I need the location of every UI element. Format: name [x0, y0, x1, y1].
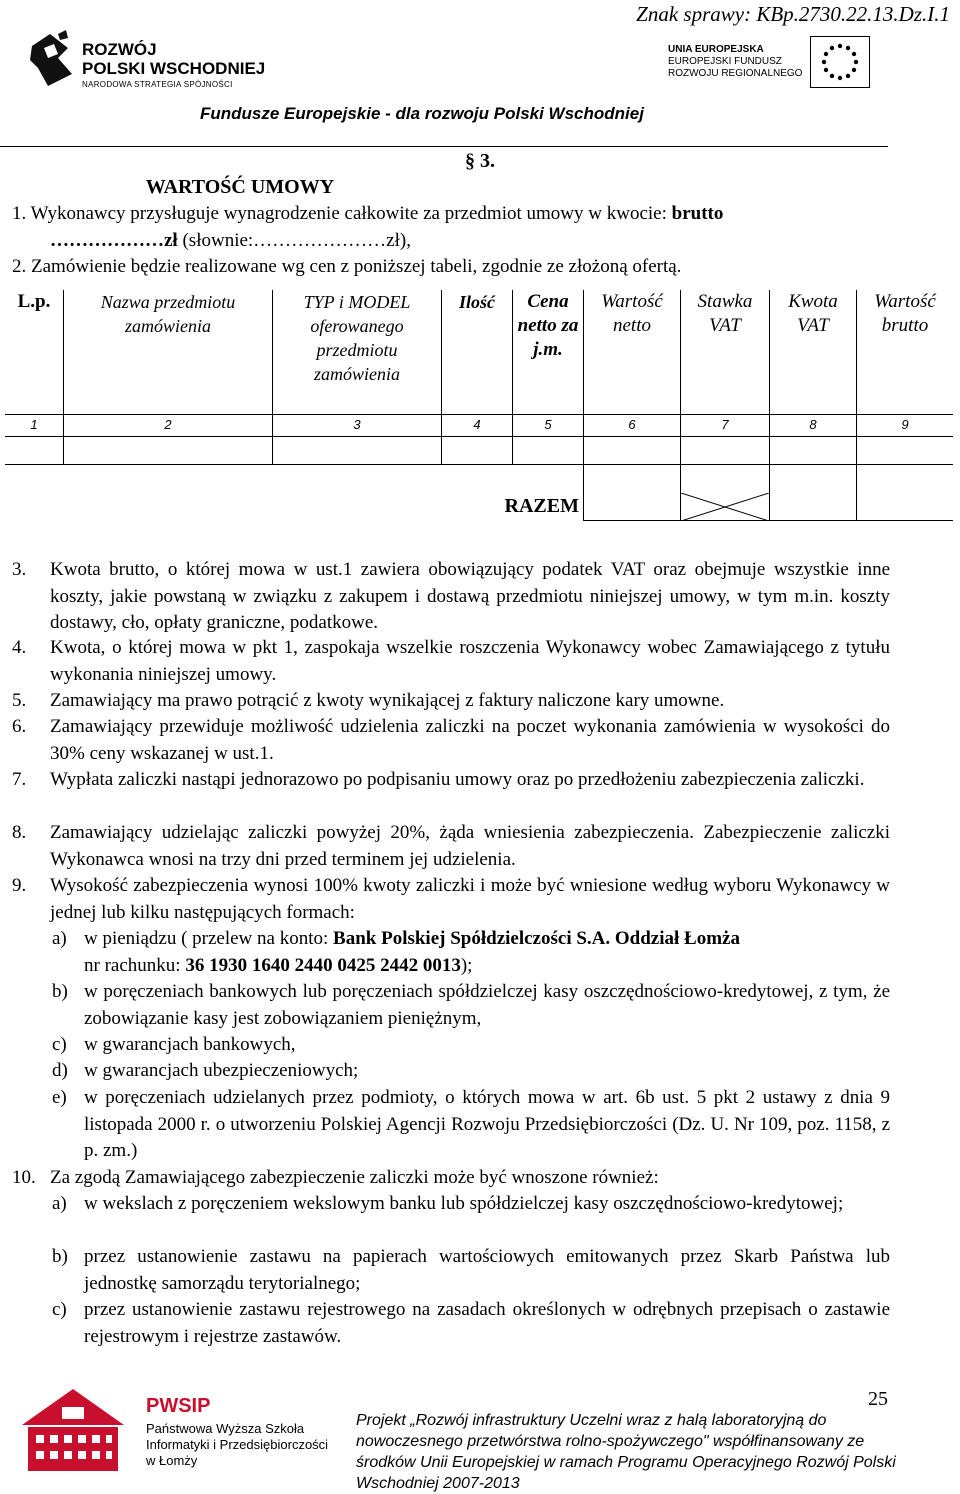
logo-left-line3: NARODOWA STRATEGIA SPÓJNOŚCI: [82, 80, 233, 89]
num-7: 7: [681, 414, 770, 436]
p9-num: 9.: [12, 875, 27, 896]
p6-num: 6.: [12, 716, 27, 737]
p10b-num: b): [52, 1246, 68, 1267]
p9b-num: b): [52, 981, 68, 1002]
num-1: 1: [5, 414, 64, 436]
p3-text: Kwota brutto, o której mowa w ust.1 zawiera obowiązujący podatek VAT oraz obejmuje wszystkie inne koszty, jakie powstaną w związku z zakupem i dostawą przedmiotu niniejszej umowy, w tym m.in. koszty dostawy, cło, opłaty graniczne, podatkowe.: [50, 559, 890, 633]
col-nazwa: Nazwa przedmiotu zamówienia: [64, 290, 273, 414]
table-row: [5, 436, 953, 464]
logo-left-line1: ROZWÓJ: [82, 40, 157, 59]
section-title: WARTOŚĆ UMOWY: [145, 176, 335, 198]
table-total-row: [5, 464, 953, 520]
logo-emblem-icon: [28, 28, 76, 90]
p9c-num: c): [52, 1034, 67, 1055]
p9-item-e: [52, 1085, 890, 1165]
num-3: 3: [273, 414, 442, 436]
p9-item-a: [52, 926, 890, 979]
p10-num: 10.: [12, 1167, 36, 1188]
num-2: 2: [64, 414, 273, 436]
total-netto-cell: [584, 464, 681, 520]
col-stawka: Stawka VAT: [681, 290, 770, 414]
num-6: 6: [584, 414, 681, 436]
col-ilosc: Ilość: [442, 290, 513, 414]
p9-text: Wysokość zabezpieczenia wynosi 100% kwoty zaliczki i może być wniesione według wyboru Wykonawcy w jednej lub kilku następujących formach:: [50, 875, 890, 923]
price-table: [5, 290, 953, 521]
col-kwota-vat: Kwota VAT: [770, 290, 857, 414]
p1-slownie: (słownie:…………………zł),: [182, 230, 411, 251]
p2-num: 2.: [12, 256, 27, 277]
eu-flag-icon: [810, 36, 870, 88]
p10a-num: a): [52, 1193, 67, 1214]
p1-zl: zł: [164, 230, 178, 251]
eu-line3: ROZWOJU REGIONALNEGO: [668, 68, 803, 79]
paragraph-4: [12, 635, 890, 688]
col-lp: L.p.: [5, 290, 64, 414]
eu-line2: EUROPEJSKI FUNDUSZ: [668, 56, 782, 67]
pwsip-building-icon: [18, 1385, 128, 1475]
total-vat-cell: [770, 464, 857, 520]
p6-text: Zamawiający przewiduje możliwość udzielenia zaliczki na poczet wykonania zamówienia w wysokości do 30% ceny wskazanej w ust.1.: [50, 716, 890, 764]
p8-num: 8.: [12, 822, 27, 843]
p9e-text: w poręczeniach udzielanych przez podmioty, o których mowa w art. 6b ust. 5 pkt 2 ustawy z dnia 9 listopada 2000 r. o utworzeniu Polskiej Agencji Rozwoju Przedsiębiorczości (Dz. U. Nr 109, poz. 1158, z p. zm.): [84, 1087, 890, 1161]
paragraph-5: [12, 688, 890, 715]
col-cena: Cena netto za j.m.: [513, 290, 584, 414]
intro-p1: [12, 203, 723, 225]
p2-text: Zamówienie będzie realizowane wg cen z poniższej tabeli, zgodnie ze złożoną ofertą.: [31, 256, 682, 277]
paragraph-8: [12, 820, 890, 873]
pwsip-fullname: [146, 1421, 328, 1469]
p10-text: Za zgodą Zamawiającego zabezpieczenie zaliczki może być wnoszone również:: [50, 1167, 659, 1188]
p9-item-b: [52, 979, 890, 1032]
num-5: 5: [513, 414, 584, 436]
p3-num: 3.: [12, 559, 27, 580]
total-label: RAZEM: [504, 495, 579, 517]
p10-item-c: [52, 1297, 890, 1350]
paragraph-3: [12, 557, 890, 637]
col-typ: TYP i MODEL oferowanego przedmiotu zamówienia: [273, 290, 442, 414]
total-brutto-cell: [857, 464, 954, 520]
case-reference: Znak sprawy: KBp.2730.22.13.Dz.I.1: [636, 2, 950, 26]
p5-text: Zamawiający ma prawo potrącić z kwoty wynikającej z faktury naliczone kary umowne.: [50, 690, 725, 711]
p4-num: 4.: [12, 637, 27, 658]
p9a-text3: );: [460, 954, 473, 976]
num-9: 9: [857, 414, 954, 436]
pwsip-line1: Państwowa Wyższa Szkoła: [146, 1421, 305, 1436]
p10c-text: przez ustanowienie zastawu rejestrowego na zasadach określonych w odrębnych przepisach o zastawie rejestrowym i rejestrze zastawów.: [84, 1299, 890, 1347]
eu-logo-text: [668, 44, 802, 80]
cross-out-icon: [681, 493, 769, 521]
pwsip-name: PWSIP: [146, 1395, 211, 1417]
rozwoj-polski-wschodniej-logo: [28, 28, 268, 98]
p9a-text2: nr rachunku:: [84, 954, 181, 976]
logo-left-line2: POLSKI WSCHODNIEJ: [82, 59, 266, 78]
p9b-text: w poręczeniach bankowych lub poręczeniach spółdzielczej kasy oszczędnościowo-kredytowej, z tym, że zobowiązanie kasy jest zobowiązaniem pieniężnym,: [84, 981, 890, 1029]
p10b-text: przez ustanowienie zastawu na papierach wartościowych emitowanych przez Skarb Państwa lub jednostkę samorządu terytorialnego;: [84, 1246, 890, 1294]
p10c-num: c): [52, 1299, 67, 1320]
p9a-account: 36 1930 1640 2440 0425 2442 0013: [185, 954, 461, 976]
p1-num: 1.: [12, 203, 27, 224]
p9d-text: w gwarancjach ubezpieczeniowych;: [84, 1060, 359, 1081]
pwsip-logo: [18, 1385, 338, 1475]
p9c-text: w gwarancjach bankowych,: [84, 1034, 296, 1055]
p1-text: Wykonawcy przysługuje wynagrodzenie całkowite za przedmiot umowy w kwocie:: [30, 203, 667, 224]
p8-text: Zamawiający udzielając zaliczki powyżej 20%, żąda wniesienia zabezpieczenia. Zabezpieczenie zaliczki Wykonawca wnosi na trzy dni przed terminem jej udzielenia.: [50, 822, 890, 870]
p7-text: Wypłata zaliczki nastąpi jednorazowo po podpisaniu umowy oraz po przedłożeniu zabezpieczenia zaliczki.: [50, 769, 865, 790]
col-wartosc-brutto: Wartość brutto: [857, 290, 954, 414]
p9e-num: e): [52, 1087, 67, 1108]
p10-item-a: [52, 1191, 890, 1218]
paragraph-6: [12, 714, 890, 767]
project-description: Projekt „Rozwój infrastruktury Uczelni wraz z halą laboratoryjną do nowoczesnego przetwórstwa rolno-spożywczego" współfinansowany ze środków Unii Europejskiej w ramach Programu Operacyjnego Rozwój Polski Wschodniej 2007-2013: [356, 1412, 896, 1492]
p10a-text: w wekslach z poręczeniem wekslowym banku lub spółdzielczej kasy oszczędnościowo-kredytowej;: [84, 1193, 844, 1214]
slogan: Fundusze Europejskie - dla rozwoju Polski Wschodniej: [200, 104, 644, 123]
num-4: 4: [442, 414, 513, 436]
p1-bold: brutto: [671, 203, 724, 224]
section-title-wrap: [0, 176, 480, 199]
pwsip-line2: Informatyki i Przedsiębiorczości: [146, 1437, 329, 1452]
p10-item-b: [52, 1244, 890, 1297]
paragraph-10: [12, 1165, 890, 1192]
intro-p2: [12, 256, 681, 278]
col-wartosc-netto: Wartość netto: [584, 290, 681, 414]
eu-line1: UNIA EUROPEJSKA: [668, 44, 764, 55]
total-vat-rate-crossed: [681, 464, 770, 520]
pwsip-line3: w Łomży: [146, 1453, 198, 1468]
p1-dots: ………………: [50, 230, 164, 251]
table-header-row: [5, 290, 953, 414]
p9d-num: d): [52, 1060, 68, 1081]
p9a-num: a): [52, 928, 67, 949]
num-8: 8: [770, 414, 857, 436]
table-number-row: [5, 414, 953, 436]
p9a-text1: w pieniądzu ( przelew na konto:: [84, 928, 329, 949]
section-number-text: § 3.: [465, 150, 495, 172]
p4-text: Kwota, o której mowa w pkt 1, zaspokaja wszelkie roszczenia Wykonawcy wobec Zamawiającego z tytułu wykonania niniejszej umowy.: [50, 637, 890, 685]
header-divider: [0, 146, 888, 147]
p9-item-d: [52, 1058, 890, 1085]
paragraph-7: [12, 767, 890, 794]
page-number: 25: [868, 1388, 888, 1410]
intro-p1-line2: [50, 230, 411, 252]
section-number: [0, 150, 960, 173]
p9-item-c: [52, 1032, 890, 1059]
p5-num: 5.: [12, 690, 27, 711]
p9a-bank: Bank Polskiej Spółdzielczości S.A. Oddział Łomża: [333, 928, 740, 949]
paragraph-9: [12, 873, 890, 926]
p7-num: 7.: [12, 769, 27, 790]
